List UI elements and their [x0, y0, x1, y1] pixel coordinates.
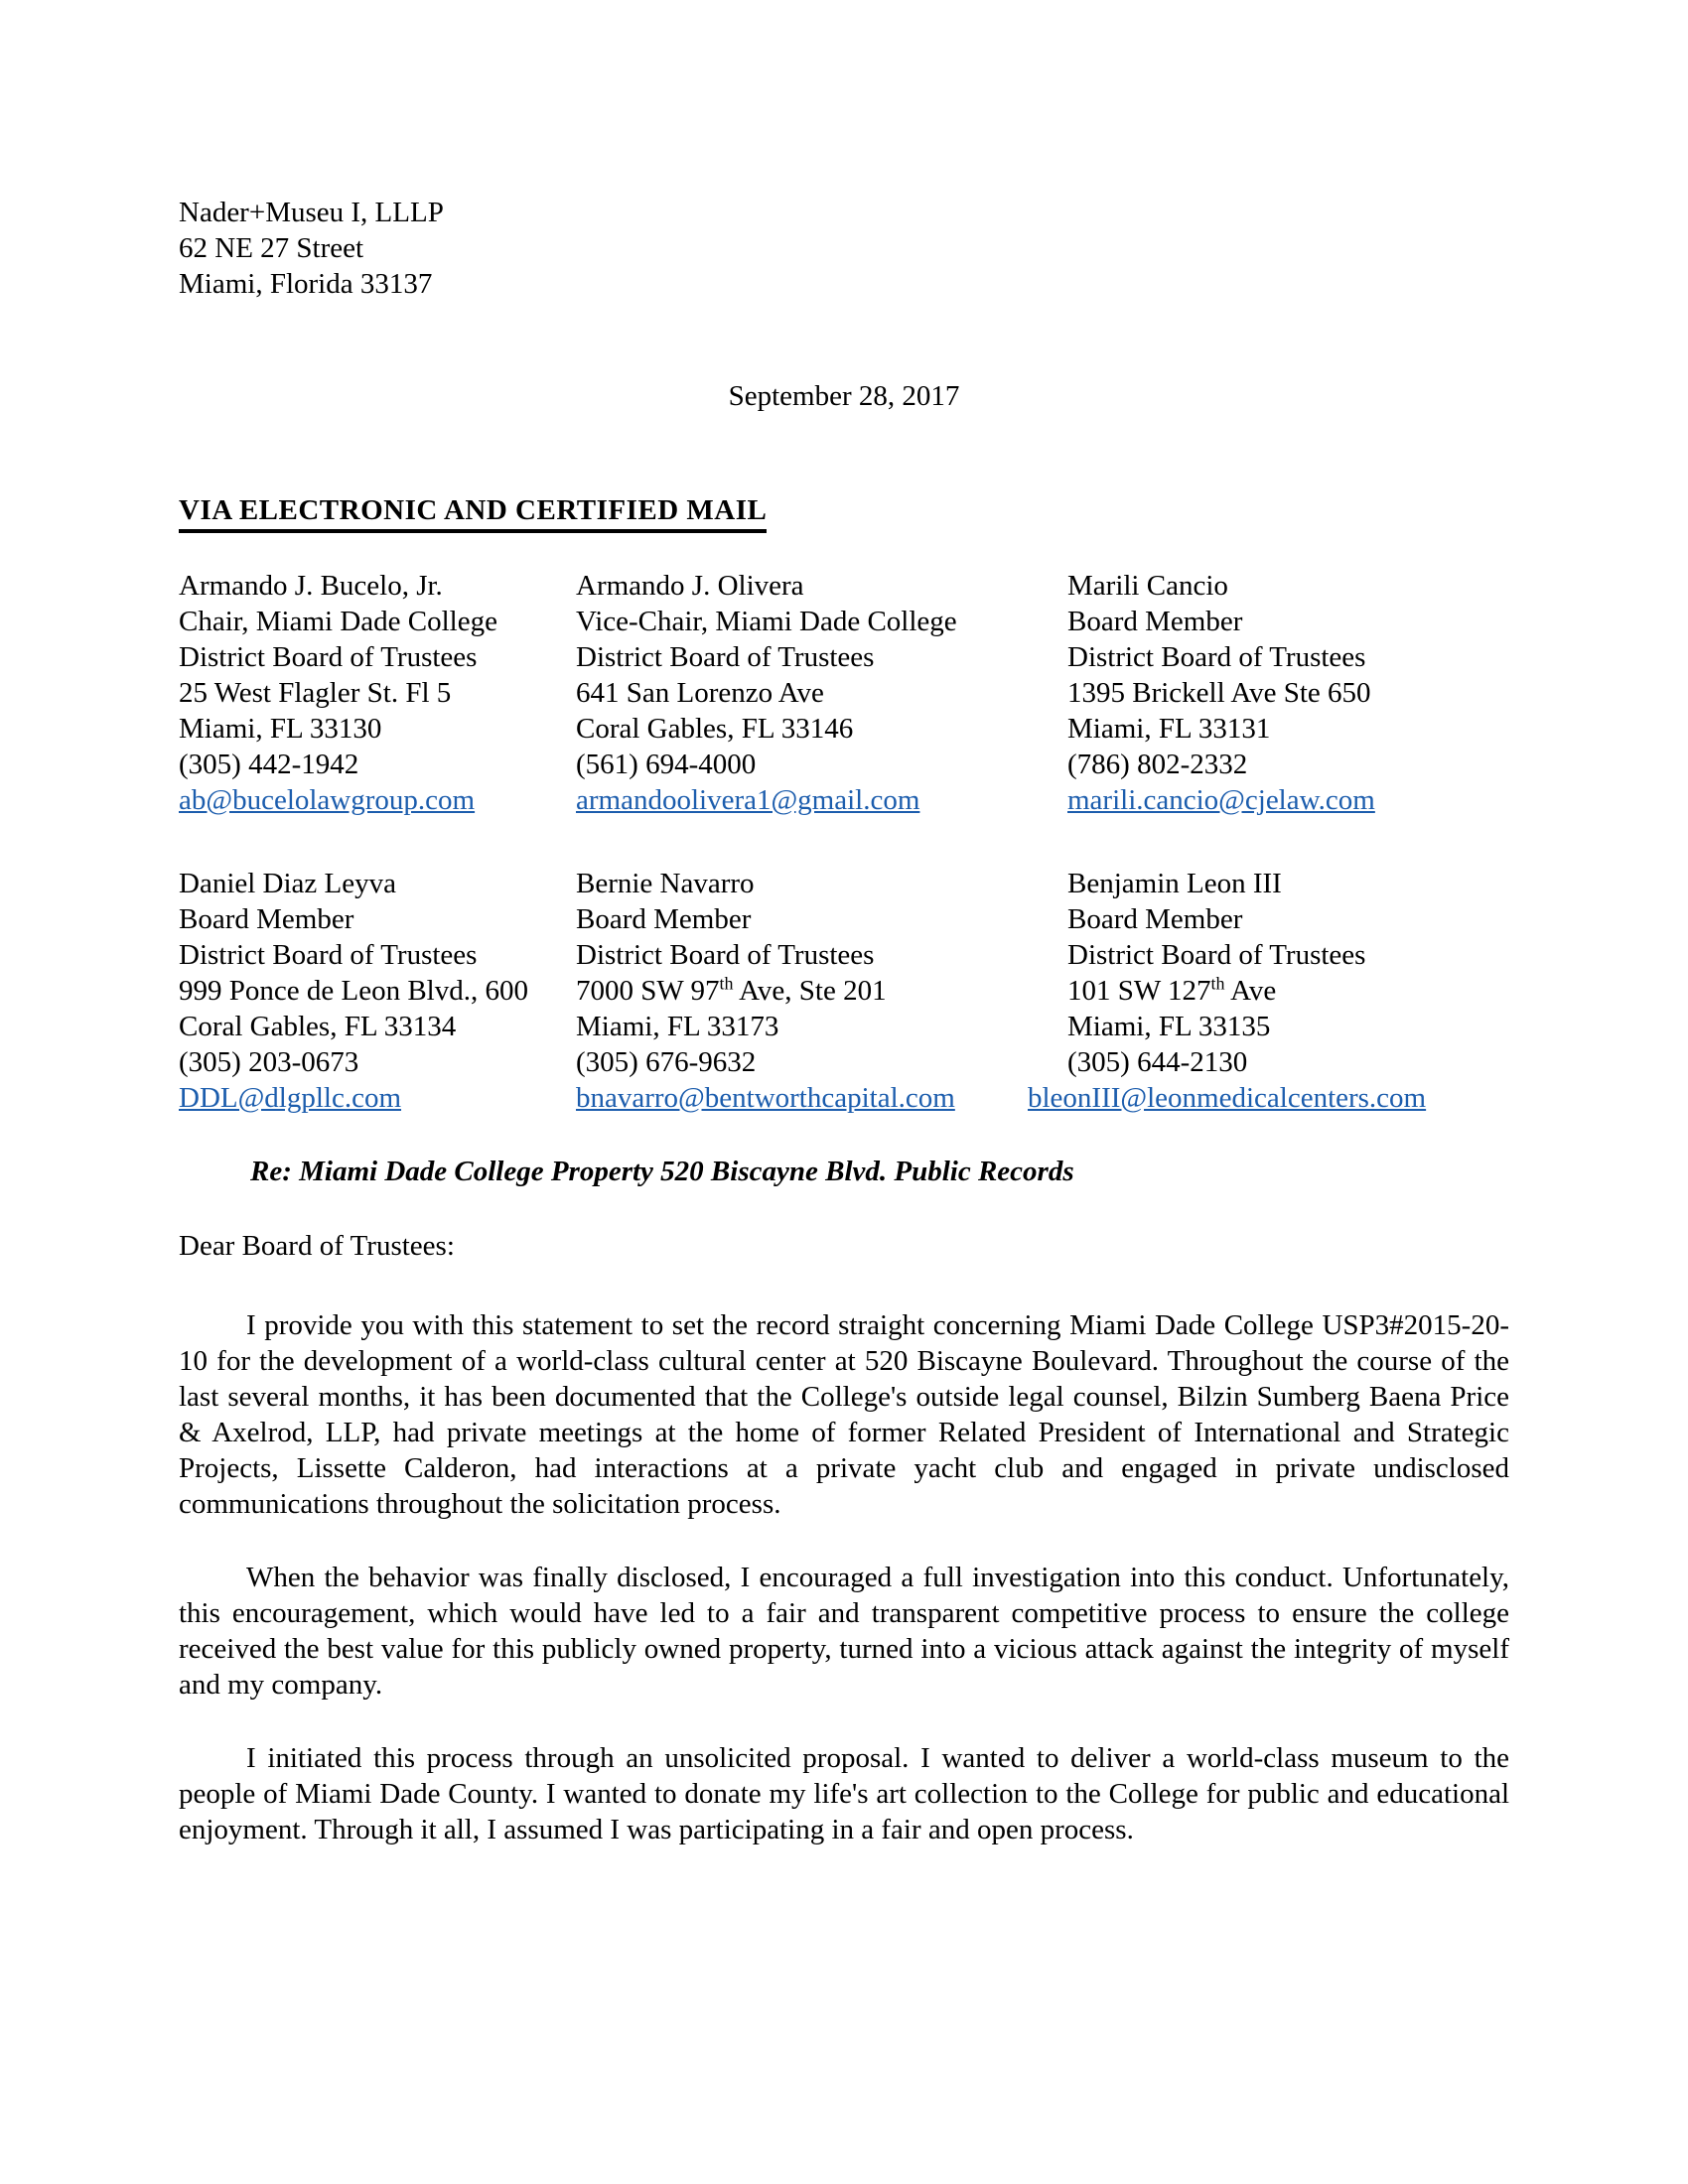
delivery-method-text: VIA ELECTRONIC AND CERTIFIED MAIL [179, 492, 767, 533]
recipient-street: 101 SW 127th Ave [1067, 973, 1277, 1007]
recipient-street: 999 Ponce de Leon Blvd., 600 [179, 975, 528, 1007]
recipient-row-2 [179, 866, 1509, 1116]
recipient-title: Board Member [1067, 903, 1243, 935]
ordinal-superscript: th [1210, 973, 1225, 994]
sender-block [179, 195, 1509, 302]
recipient-block-cancio [1067, 568, 1509, 818]
recipient-title: Board Member [576, 903, 752, 935]
recipient-org: District Board of Trustees [179, 641, 478, 673]
recipient-phone: (305) 442-1942 [179, 749, 359, 780]
recipient-org: District Board of Trustees [1067, 939, 1366, 971]
recipient-name: Daniel Diaz Leyva [179, 868, 397, 899]
recipient-city: Miami, FL 33131 [1067, 713, 1271, 745]
recipient-title: Chair, Miami Dade College [179, 606, 497, 637]
letter-date: September 28, 2017 [728, 380, 960, 412]
recipient-street: 25 West Flagler St. Fl 5 [179, 677, 452, 709]
recipient-phone: (561) 694-4000 [576, 749, 757, 780]
recipient-email-link[interactable]: DDL@dlgpllc.com [179, 1082, 402, 1114]
recipient-street: 641 San Lorenzo Ave [576, 677, 824, 709]
sender-name: Nader+Museu I, LLLP [179, 197, 444, 228]
recipient-city: Coral Gables, FL 33134 [179, 1011, 457, 1042]
recipient-block-leon [1028, 866, 1509, 1116]
recipient-street: 1395 Brickell Ave Ste 650 [1067, 677, 1371, 709]
recipient-org: District Board of Trustees [179, 939, 478, 971]
recipient-title: Board Member [1067, 606, 1243, 637]
recipient-email-link[interactable]: marili.cancio@cjelaw.com [1067, 784, 1375, 816]
recipient-email-link[interactable]: bleonIII@leonmedicalcenters.com [1028, 1082, 1427, 1114]
recipient-name: Marili Cancio [1067, 570, 1228, 602]
recipient-name: Bernie Navarro [576, 868, 755, 899]
recipient-block-olivera [576, 568, 1067, 818]
recipient-email-link[interactable]: armandoolivera1@gmail.com [576, 784, 920, 816]
recipient-email-link[interactable]: bnavarro@bentworthcapital.com [576, 1082, 955, 1114]
recipient-phone: (305) 644-2130 [1067, 1046, 1248, 1078]
recipient-title: Vice-Chair, Miami Dade College [576, 606, 957, 637]
recipient-phone: (305) 203-0673 [179, 1046, 359, 1078]
sender-city: Miami, Florida 33137 [179, 268, 433, 300]
recipient-row-1 [179, 568, 1509, 818]
recipient-phone: (305) 676-9632 [576, 1046, 757, 1078]
recipient-block-diaz-leyva [179, 866, 576, 1116]
delivery-method-heading [179, 492, 1509, 533]
subject-line: Re: Miami Dade College Property 520 Biscayne Blvd. Public Records [250, 1156, 1074, 1187]
recipient-city: Coral Gables, FL 33146 [576, 713, 854, 745]
recipient-title: Board Member [179, 903, 354, 935]
sender-street: 62 NE 27 Street [179, 232, 364, 264]
recipient-name: Armando J. Olivera [576, 570, 804, 602]
recipient-block-bucelo [179, 568, 576, 818]
recipient-org: District Board of Trustees [576, 641, 875, 673]
recipient-name: Benjamin Leon III [1067, 868, 1282, 899]
body-paragraph-1: I provide you with this statement to set the record straight concerning Miami Dade College USP3#2015-20-10 for the development of a world-class cultural center at 520 Biscayne Boulevard. Throughout the course of the last several months, it has been documented that the College's outside legal counsel, Bilzin Sumberg Baena Price & Axelrod, LLP, had private meetings at the home of former Related President of International and Strategic Projects, Lissette Calderon, had interactions at a private yacht club and engaged in private undisclosed communications throughout the solicitation process. [179, 1309, 1509, 1520]
salutation: Dear Board of Trustees: [179, 1230, 455, 1262]
recipient-city: Miami, FL 33130 [179, 713, 382, 745]
recipient-city: Miami, FL 33173 [576, 1011, 779, 1042]
recipient-org: District Board of Trustees [1067, 641, 1366, 673]
body-paragraph-3: I initiated this process through an unsolicited proposal. I wanted to deliver a world-class museum to the people of Miami Dade County. I wanted to donate my life's art collection to the College for public and educational enjoyment. Through it all, I assumed I was participating in a fair and open process. [179, 1742, 1509, 1845]
recipient-name: Armando J. Bucelo, Jr. [179, 570, 443, 602]
ordinal-superscript: th [719, 973, 734, 994]
recipient-city: Miami, FL 33135 [1067, 1011, 1271, 1042]
recipient-block-navarro [576, 866, 1067, 1116]
recipient-street: 7000 SW 97th Ave, Ste 201 [576, 973, 887, 1007]
body-paragraph-2: When the behavior was finally disclosed, I encouraged a full investigation into this conduct. Unfortunately, this encouragement, which would have led to a fair and transparent competitive process to ensure the college received the best value for this publicly owned property, turned into a vicious attack against the integrity of myself and my company. [179, 1562, 1509, 1701]
recipient-email-link[interactable]: ab@bucelolawgroup.com [179, 784, 476, 816]
recipient-org: District Board of Trustees [576, 939, 875, 971]
recipient-phone: (786) 802-2332 [1067, 749, 1248, 780]
